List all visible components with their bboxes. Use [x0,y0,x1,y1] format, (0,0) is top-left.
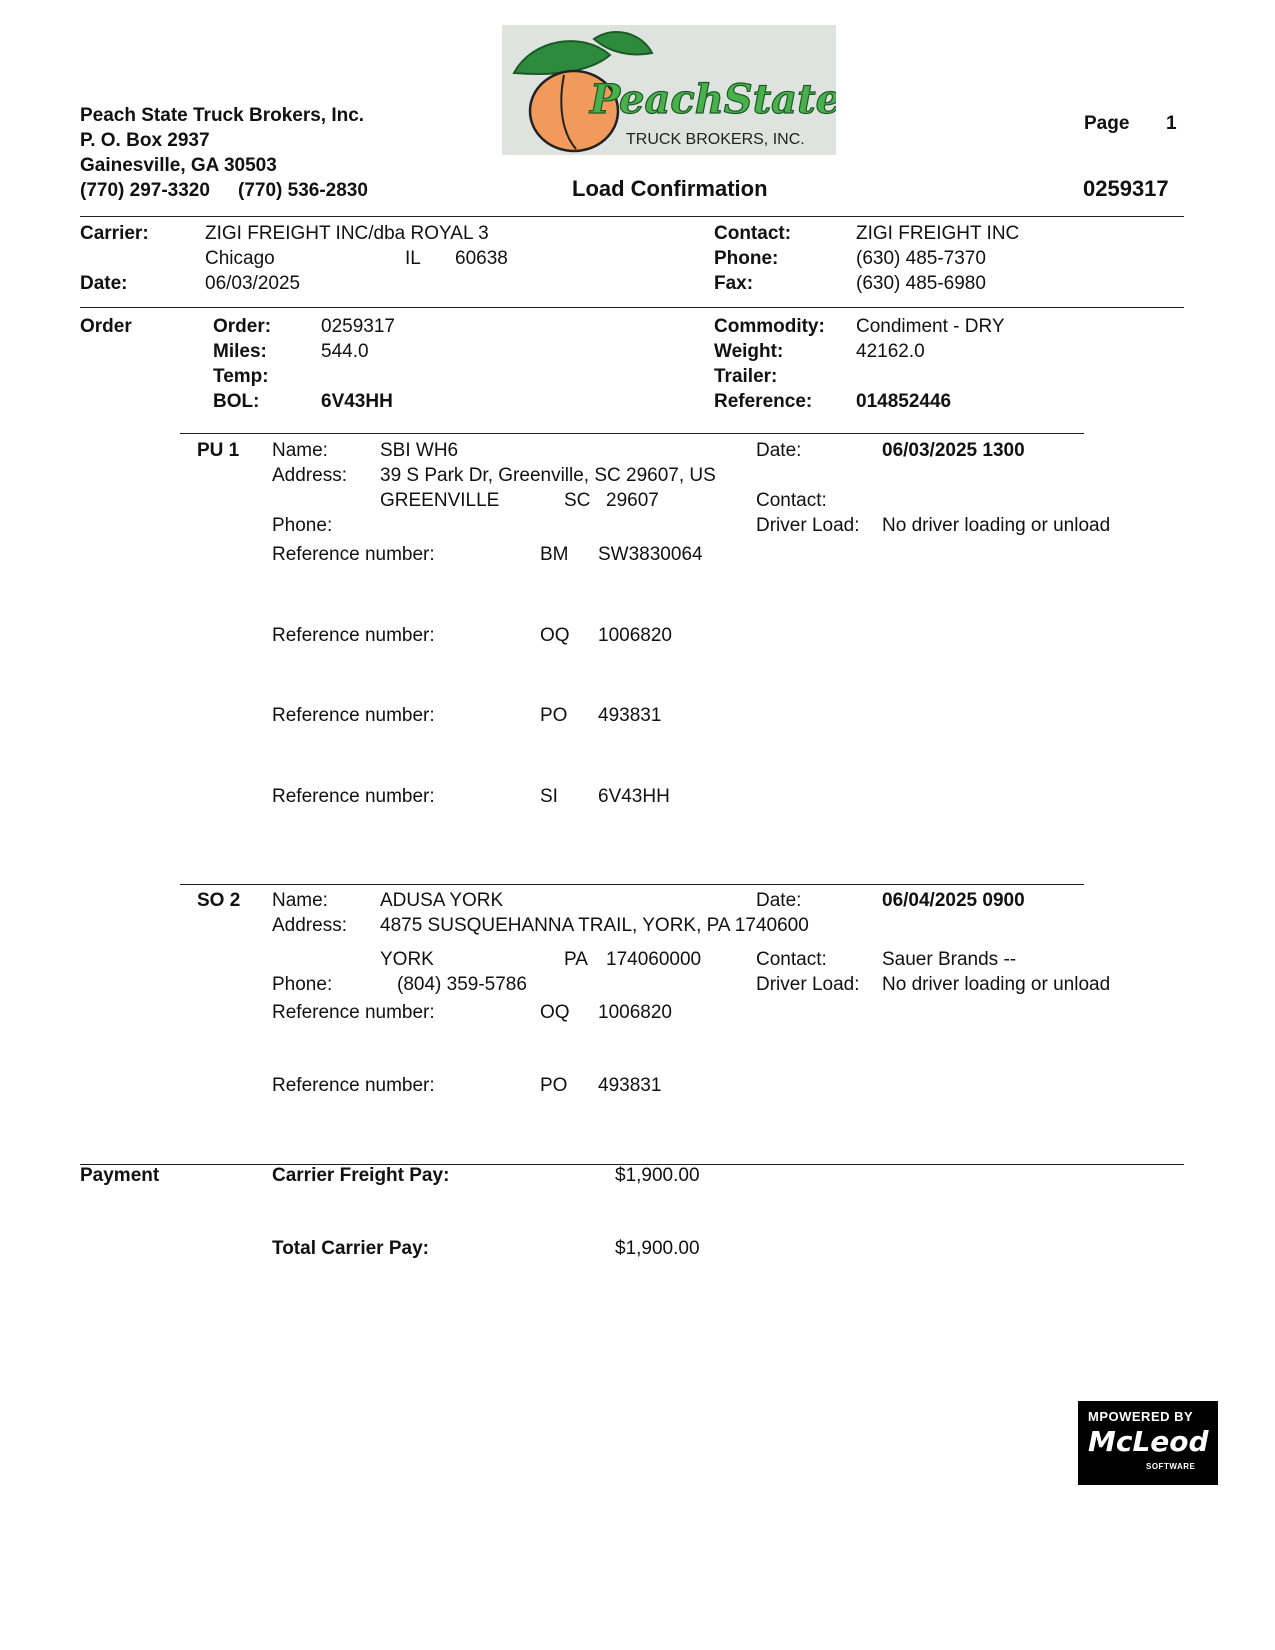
reference-label: Reference: [714,391,813,412]
order-section-label: Order [80,316,132,337]
miles-value: 544.0 [321,341,369,362]
company-address-line1: P. O. Box 2937 [80,130,210,151]
reference-number-label: Reference number: [272,705,435,726]
fax-label: Fax: [714,273,754,294]
stop-name: SBI WH6 [380,440,459,461]
reference-value: 014852446 [856,391,952,412]
reference-type: BM [540,544,569,565]
divider [180,884,1084,885]
company-name: Peach State Truck Brokers, Inc. [80,105,365,126]
phone-label: Phone: [714,248,779,269]
stop-city: YORK [380,949,434,970]
reference-type: OQ [540,1002,570,1023]
weight-label: Weight: [714,341,784,362]
stop-phone: (804) 359-5786 [397,974,527,995]
commodity-label: Commodity: [714,316,825,337]
stop-contact: Sauer Brands -- [882,949,1017,970]
total-carrier-pay-value: $1,900.00 [615,1238,700,1259]
peach-state-logo [502,25,836,155]
reference-type: SI [540,786,558,807]
carrier-date: 06/03/2025 [205,273,301,294]
stop-code: SO 2 [197,890,241,911]
carrier-freight-pay-label: Carrier Freight Pay: [272,1165,450,1186]
reference-number-label: Reference number: [272,1075,435,1096]
contact-label: Contact: [714,223,792,244]
badge-line-2: McLeod [1088,1425,1209,1458]
stop-address-label: Address: [272,465,347,486]
reference-number-label: Reference number: [272,625,435,646]
carrier-zip: 60638 [455,248,508,269]
contact-value: ZIGI FREIGHT INC [856,223,1020,244]
phone-value: (630) 485-7370 [856,248,986,269]
reference-value: 1006820 [598,625,672,646]
stop-name-label: Name: [272,890,328,911]
trailer-label: Trailer: [714,366,778,387]
carrier-label: Carrier: [80,223,149,244]
reference-type: PO [540,1075,568,1096]
reference-value: 493831 [598,1075,662,1096]
stop-driver-load-label: Driver Load: [756,515,860,536]
stop-zip: 174060000 [606,949,702,970]
carrier-date-label: Date: [80,273,128,294]
carrier-city: Chicago [205,248,275,269]
badge-line-3: SOFTWARE [1146,1462,1196,1471]
stop-address-label: Address: [272,915,347,936]
stop-name: ADUSA YORK [380,890,504,911]
weight-value: 42162.0 [856,341,925,362]
stop-state: PA [564,949,588,970]
stop-state: SC [564,490,591,511]
stop-address: 4875 SUSQUEHANNA TRAIL, YORK, PA 1740600 [380,915,809,936]
stop-driver-load-label: Driver Load: [756,974,860,995]
reference-number-label: Reference number: [272,1002,435,1023]
commodity-value: Condiment - DRY [856,316,1005,337]
divider [180,433,1084,434]
stop-driver-load: No driver loading or unload [882,974,1111,995]
reference-value: 493831 [598,705,662,726]
stop-date: 06/04/2025 0900 [882,890,1025,911]
reference-number-label: Reference number: [272,544,435,565]
stop-city: GREENVILLE [380,490,500,511]
company-phone-1: (770) 297-3320 [80,180,210,201]
peach-icon [502,25,836,155]
company-phone-2: (770) 536-2830 [238,180,368,201]
stop-phone-label: Phone: [272,515,333,536]
stop-date: 06/03/2025 1300 [882,440,1025,461]
bol-value: 6V43HH [321,391,393,412]
svg-text:PeachState: PeachState [590,76,836,123]
svg-text:TRUCK BROKERS, INC.: TRUCK BROKERS, INC. [626,131,805,148]
stop-zip: 29607 [606,490,659,511]
page-label: Page [1084,113,1130,134]
reference-value: 1006820 [598,1002,672,1023]
reference-type: PO [540,705,568,726]
stop-contact-label: Contact: [756,949,827,970]
stop-phone-label: Phone: [272,974,333,995]
powered-by-mcleod-logo [1078,1401,1218,1485]
reference-value: 6V43HH [598,786,670,807]
stop-address: 39 S Park Dr, Greenville, SC 29607, US [380,465,716,486]
reference-type: OQ [540,625,570,646]
divider [80,216,1184,217]
miles-label: Miles: [213,341,267,362]
bol-label: BOL: [213,391,260,412]
stop-driver-load: No driver loading or unload [882,515,1111,536]
payment-section-label: Payment [80,1165,160,1186]
carrier-state: IL [405,248,421,269]
document-title: Load Confirmation [572,176,768,201]
divider [80,307,1184,308]
reference-number-label: Reference number: [272,786,435,807]
fax-value: (630) 485-6980 [856,273,986,294]
stop-date-label: Date: [756,440,802,461]
reference-value: SW3830064 [598,544,703,565]
stop-code: PU 1 [197,440,240,461]
stop-date-label: Date: [756,890,802,911]
total-carrier-pay-label: Total Carrier Pay: [272,1238,429,1259]
carrier-name: ZIGI FREIGHT INC/dba ROYAL 3 [205,223,489,244]
stop-contact-label: Contact: [756,490,827,511]
order-label: Order: [213,316,272,337]
load-number: 0259317 [1083,176,1169,201]
order-value: 0259317 [321,316,395,337]
stop-name-label: Name: [272,440,328,461]
temp-label: Temp: [213,366,269,387]
page-number: 1 [1166,113,1177,134]
company-address-line2: Gainesville, GA 30503 [80,155,277,176]
carrier-freight-pay-value: $1,900.00 [615,1165,700,1186]
badge-line-1: MPOWERED BY [1088,1409,1194,1424]
